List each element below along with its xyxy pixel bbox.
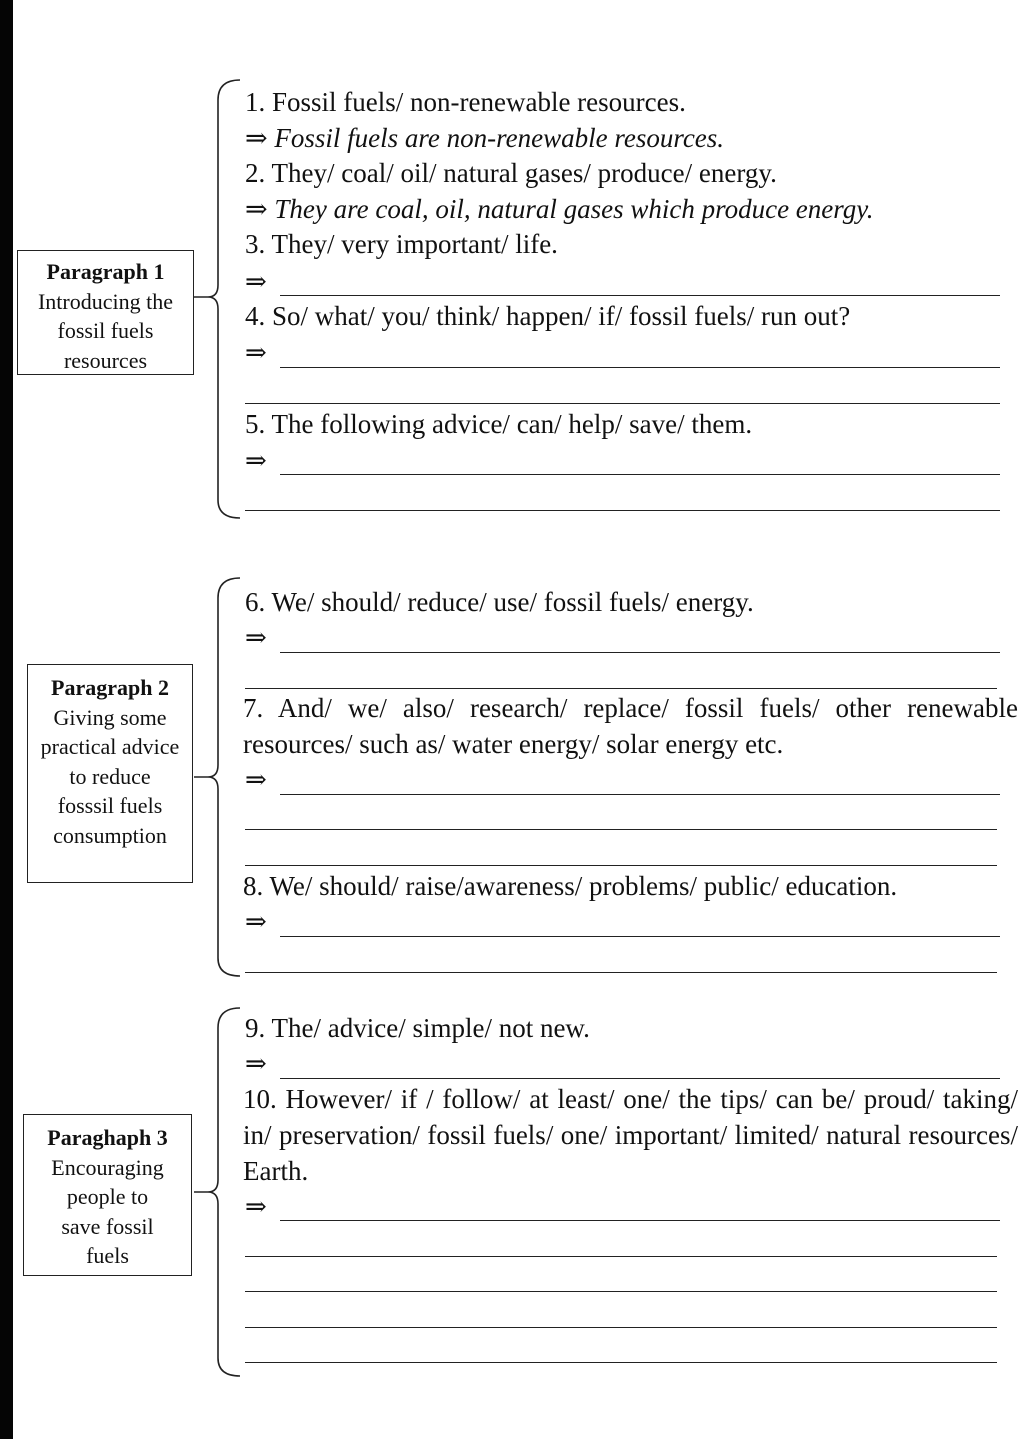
q6-answer-line-1[interactable] xyxy=(280,652,1000,653)
q7-answer-line-2[interactable] xyxy=(245,829,997,830)
q9-arrow: ⇒ xyxy=(245,1049,267,1078)
q6-answer-line-2[interactable] xyxy=(245,688,997,689)
q8-answer-line-2[interactable] xyxy=(245,972,997,973)
q10-answer-line-4[interactable] xyxy=(245,1327,997,1328)
q5-arrow: ⇒ xyxy=(245,446,267,475)
q7-answer-line-1[interactable] xyxy=(280,794,1000,795)
q10-answer-line-5[interactable] xyxy=(245,1362,997,1363)
q9-answer-line-1[interactable] xyxy=(280,1078,1000,1079)
q2-prompt: 2. They/ coal/ oil/ natural gases/ produce/ energy. xyxy=(245,158,777,188)
q1-answer: ⇒ Fossil fuels are non-renewable resources. xyxy=(245,123,725,153)
q8-arrow: ⇒ xyxy=(245,907,267,936)
q10-arrow: ⇒ xyxy=(245,1192,267,1221)
paragraph-1-title: Paragraph 1 xyxy=(46,259,165,284)
brace-paragraph-2 xyxy=(194,578,240,976)
q10-prompt: 10. However/ if / follow/ at least/ one/ the tips/ can be/ proud/ taking/ in/ preservation/ fossil fuels/ one/ important/ limited/ natural resources/ Earth. xyxy=(243,1084,1018,1186)
paragraph-3-box xyxy=(23,1114,192,1276)
q7-arrow: ⇒ xyxy=(245,765,267,794)
brace-paragraph-1 xyxy=(194,80,240,518)
q6-prompt: 6. We/ should/ reduce/ use/ fossil fuels/ energy. xyxy=(245,587,754,617)
q4-prompt: 4. So/ what/ you/ think/ happen/ if/ fossil fuels/ run out? xyxy=(245,301,851,331)
q1-prompt: 1. Fossil fuels/ non-renewable resources. xyxy=(245,87,686,117)
q3-prompt: 3. They/ very important/ life. xyxy=(245,229,558,259)
paragraph-1-box xyxy=(17,250,194,375)
q3-answer-line-1[interactable] xyxy=(280,295,1000,296)
paragraph-1-description: Introducing the fossil fuels resources xyxy=(37,288,174,373)
paragraph-3-description: Encouraging people to save fossil fuels xyxy=(51,1154,164,1268)
q10-answer-line-1[interactable] xyxy=(280,1220,1000,1221)
q10-answer-line-3[interactable] xyxy=(245,1291,997,1292)
q2-answer: ⇒ They are coal, oil, natural gases which produce energy. xyxy=(245,194,874,224)
q5-answer-line-1[interactable] xyxy=(280,474,1000,475)
q8-answer-line-1[interactable] xyxy=(280,936,1000,937)
q4-answer-line-1[interactable] xyxy=(280,367,1000,368)
q8-prompt: 8. We/ should/ raise/awareness/ problems/ public/ education. xyxy=(243,871,898,901)
q4-arrow: ⇒ xyxy=(245,338,267,367)
q6-arrow: ⇒ xyxy=(245,623,267,652)
q3-arrow: ⇒ xyxy=(245,267,267,296)
q9-prompt: 9. The/ advice/ simple/ not new. xyxy=(245,1013,590,1043)
q7-answer-line-3[interactable] xyxy=(245,865,997,866)
q4-answer-line-2[interactable] xyxy=(245,403,1000,404)
brace-paragraph-3 xyxy=(194,1008,240,1376)
paragraph-2-description: Giving some practical advice to reduce fosssil fuels consumption xyxy=(40,704,180,848)
q10-answer-line-2[interactable] xyxy=(245,1256,997,1257)
paragraph-2-box xyxy=(27,664,193,883)
q5-answer-line-2[interactable] xyxy=(245,510,1000,511)
paragraph-2-title: Paragraph 2 xyxy=(51,675,169,700)
q7-prompt: 7. And/ we/ also/ research/ replace/ fossil fuels/ other renewable resources/ such as/ water energy/ solar energy etc. xyxy=(243,693,1018,759)
q5-prompt: 5. The following advice/ can/ help/ save/ them. xyxy=(245,409,753,439)
paragraph-3-title: Paraghaph 3 xyxy=(47,1125,168,1150)
